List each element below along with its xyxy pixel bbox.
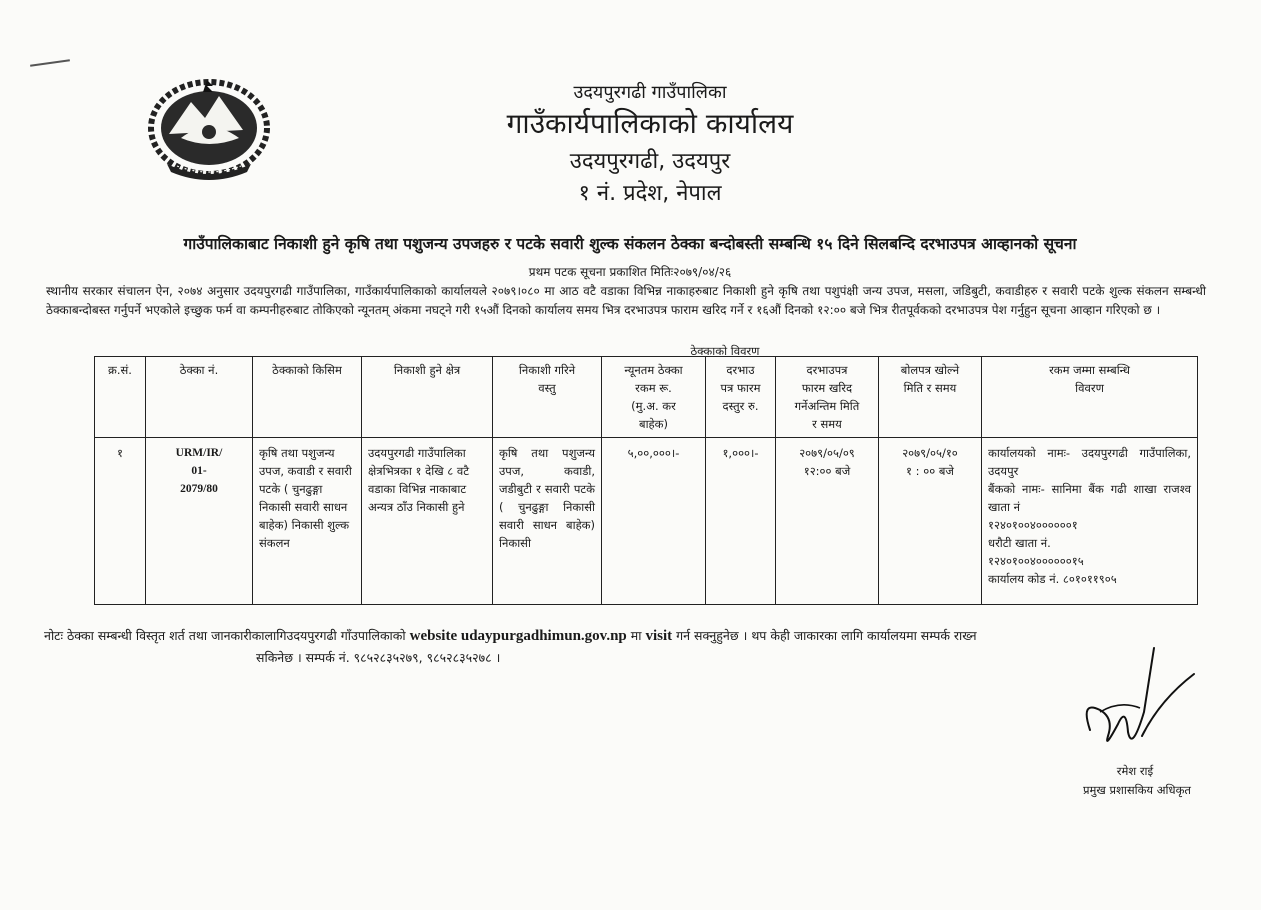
cell-export-goods: कृषि तथा पशुजन्य उपज, कवाडी, जडीबुटी र सवारी पटके ( चुनढुङ्गा निकासी सवारी साधन बाहेक) निकासी — [493, 438, 602, 605]
header-form-fee: दरभाउ पत्र फारम दस्तुर रु. — [706, 357, 776, 438]
intro-paragraph: स्थानीय सरकार संचालन ऐन, २०७४ अनुसार उदयपुरगढी गाउँपालिका, गाउँकार्यपालिकाको कार्यालयले २०७९।०८० मा आठ वटै वडाका विभिन्न नाकाहरुबाट निकाशी हुने कृषि तथा पशुपंक्षी जन्य उपज, मसला, जडिबुटी, कवाडीहरु र सवारी पटके शुल्क संकलन सम्बन्धी ठेक्काबन्दोबस्त गर्नुपर्ने भएकोले इच्छुक फर्म वा कम्पनीहरुबाट तोकिएको न्यूनतम् अंकमा नघट्ने गरी १५औं दिनको कार्यालय समय भित्र दरभाउपत्र फाराम खरिद गर्ने र १६औं दिनको १२:०० बजे भित्र रीतपूर्वकको दरभाउपत्र पेश गर्नुहुन सूचना आव्हान गरिएको छ । — [46, 284, 1206, 317]
cell-contract-number: URM/IR/ 01- 2079/80 — [146, 438, 253, 605]
header-export-area: निकाशी हुने क्षेत्र — [362, 357, 493, 438]
municipality-name: उदयपुरगढी गाउँपालिका — [573, 82, 727, 103]
nepal-emblem-icon — [147, 72, 271, 180]
stray-pen-mark — [30, 59, 70, 67]
header-minimum-amount: न्यूनतम ठेक्का रकम रू. (मु.अ. कर बाहेक) — [602, 357, 706, 438]
header-opening-date: बोलपत्र खोल्ने मिति र समय — [879, 357, 982, 438]
contact-numbers: सकिनेछ । सम्पर्क नं. ९८५२८३५२७९, ९८५२८३५२७८ । — [256, 650, 501, 665]
cell-export-area: उदयपुरगढी गाउँपालिका क्षेत्रभित्रका १ देखि ८ वटै वडाका विभिन्न नाकाबाट अन्यत्र ठाँउ निकासी हुने — [362, 438, 493, 605]
header-serial: क्र.सं. — [95, 357, 146, 438]
cell-contract-type: कृषि तथा पशुजन्य उपज, कवाडी र सवारी पटके ( चुनढुङ्गा निकासी सवारी साधन बाहेक) निकासी शुल्क संकलन — [253, 438, 362, 605]
header-contract-number: ठेक्का नं. — [146, 357, 253, 438]
office-name: गाउँकार्यपालिकाको कार्यालय — [506, 107, 794, 140]
contract-table — [94, 356, 1198, 605]
table-header-row — [95, 357, 1198, 438]
cell-form-fee: १,०००।- — [706, 438, 776, 605]
cell-minimum-amount: ५,००,०००।- — [602, 438, 706, 605]
header-deposit-details: रकम जम्मा सम्बन्धि विवरण — [982, 357, 1198, 438]
cell-purchase-deadline: २०७९/०५/०९ १२:०० बजे — [776, 438, 879, 605]
cell-opening-date: २०७९/०५/१० १ : ०० बजे — [879, 438, 982, 605]
handwritten-signature-icon — [1070, 640, 1200, 770]
notice-title: गाउँपालिकाबाट निकाशी हुने कृषि तथा पशुजन्य उपजहरु र पटके सवारी शुल्क संकलन ठेक्का बन्दोबस्ती सम्बन्धि १५ दिने सिलबन्दि दरभाउपत्र आव्हानको सूचना — [183, 235, 1077, 253]
province-name: १ नं. प्रदेश, नेपाल — [578, 181, 722, 206]
cell-deposit-details: कार्यालयको नामः- उदयपुरगढी गाउँपालिका, उदयपुर बैंकको नामः- सानिमा बैंक गढी शाखा राजश्व खाता नं १२४०१००४००००००१ धरौटी खाता नं. १२४०१००४००००००१५ कार्यालय कोड नं. ८०१०११९०५ — [982, 438, 1198, 605]
header-export-goods: निकाशी गरिने वस्तु — [493, 357, 602, 438]
published-date: प्रथम पटक सूचना प्रकाशित मितिः२०७९/०४/२६ — [528, 265, 732, 279]
officer-title: प्रमुख प्रशासकिय अधिकृत — [1083, 783, 1191, 797]
cell-serial: १ — [95, 438, 146, 605]
header-contract-type: ठेक्काको किसिम — [253, 357, 362, 438]
table-caption: ठेक्काको विवरण — [690, 344, 760, 358]
header-purchase-deadline: दरभाउपत्र फारम खरिद गर्नेअन्तिम मिति र समय — [776, 357, 879, 438]
table-row — [95, 438, 1198, 605]
website-link[interactable]: website udaypurgadhimun.gov.np — [409, 628, 627, 644]
officer-name: रमेश राई — [1116, 764, 1154, 778]
footer-note: नोटः ठेक्का सम्बन्धी विस्तृत शर्त तथा जानकारीकालागिउदयपुरगढी गाँउपालिकाको website udaypurgadhimun.gov.np मा visit गर्न सक्नुहुनेछ । थप केही जाकारका लागि कार्यालयमा सम्पर्क राख्न सकिनेछ । सम्पर्क नं. ९८५२८३५२७९, ९८५२८३५२७८ । — [44, 628, 977, 665]
office-location: उदयपुरगढी, उदयपुर — [569, 149, 731, 174]
